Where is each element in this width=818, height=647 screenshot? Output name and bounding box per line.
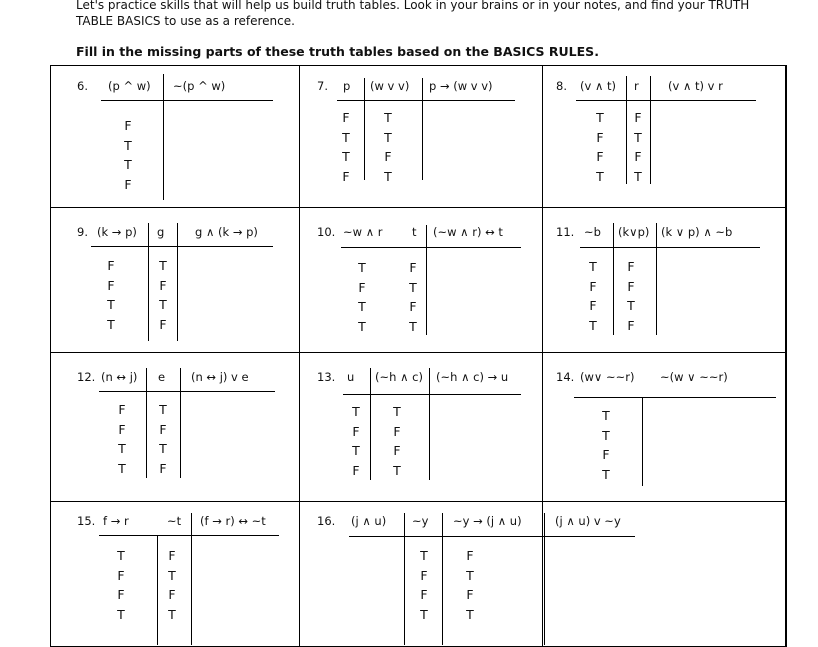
header-rule [580, 247, 760, 248]
truth-value: T [466, 606, 474, 622]
table-header: ~w ∧ r [343, 225, 383, 239]
truth-value: F [409, 260, 417, 275]
truth-value: F [342, 168, 350, 184]
table-header: (n ↔ j) v e [191, 370, 249, 384]
column-divider [370, 368, 371, 480]
truth-column [336, 108, 356, 186]
truth-value: T [159, 441, 167, 456]
table-header: p → (w v v) [429, 79, 493, 93]
truth-value: F [118, 421, 126, 437]
problem-10 [299, 207, 542, 352]
instruction-heading: Fill in the missing parts of these truth tables based on the BASICS RULES. [76, 44, 599, 59]
truth-value: T [589, 317, 597, 333]
truth-column [628, 108, 648, 186]
truth-value: F [596, 129, 604, 145]
table-header: (w∨ ~~r) [580, 370, 635, 384]
problem-7 [299, 66, 542, 207]
truth-value: T [602, 408, 610, 423]
truth-value: T [420, 606, 428, 622]
column-divider [426, 225, 427, 335]
truth-value: T [118, 460, 126, 476]
truth-value: F [634, 110, 642, 125]
truth-value: T [602, 466, 610, 482]
truth-column [346, 402, 366, 480]
truth-column [153, 400, 173, 478]
table-header: g ∧ (k → p) [195, 225, 258, 239]
truth-value: T [124, 157, 132, 172]
table-header: (k → p) [97, 225, 137, 239]
table-header: ~t [167, 514, 182, 528]
truth-value: T [168, 567, 176, 583]
table-header: r [634, 79, 639, 93]
truth-column [111, 546, 131, 624]
truth-value: F [159, 316, 167, 332]
column-divider [364, 78, 365, 180]
truth-value: F [168, 587, 176, 602]
header-rule [99, 391, 275, 392]
table-header: (w v v) [370, 79, 410, 93]
truth-value: F [393, 423, 401, 439]
table-header: (n ↔ j) [101, 370, 138, 384]
problem-number: 6. [77, 79, 88, 93]
truth-value: F [342, 110, 350, 125]
truth-value: F [466, 548, 474, 563]
table-header: f → r [103, 514, 129, 528]
truth-value: F [124, 176, 132, 192]
header-rule [341, 247, 521, 248]
truth-value: T [107, 297, 115, 312]
truth-column [378, 108, 398, 186]
truth-column [101, 256, 121, 334]
truth-value: F [124, 118, 132, 133]
truth-column [596, 406, 616, 484]
problem-number: 9. [77, 225, 88, 239]
problem-11 [542, 207, 785, 352]
truth-value: F [627, 259, 635, 274]
table-header: (v ∧ t) [580, 79, 617, 93]
problem-number: 15. [77, 514, 96, 528]
truth-value: T [466, 567, 474, 583]
truth-value: F [168, 548, 176, 563]
truth-value: T [117, 606, 125, 622]
table-header: (j ∧ u) v ~y [555, 514, 621, 528]
truth-value: F [118, 402, 126, 417]
problem-6 [51, 66, 299, 207]
problem-number: 14. [556, 370, 575, 384]
truth-value: T [596, 168, 604, 184]
table-header: (~h ∧ c) [375, 370, 423, 384]
truth-value: T [358, 318, 366, 334]
truth-value: F [409, 299, 417, 314]
column-divider [404, 513, 405, 645]
problem-12 [51, 352, 299, 501]
truth-value: T [352, 443, 360, 458]
truth-column [583, 257, 603, 335]
truth-value: F [117, 587, 125, 602]
table-header: ~(p ^ w) [173, 79, 226, 93]
truth-value: T [384, 110, 392, 125]
truth-column [352, 258, 372, 336]
truth-value: T [159, 402, 167, 417]
column-divider [656, 223, 657, 335]
column-divider [613, 223, 614, 335]
truth-value: T [393, 462, 401, 478]
header-rule [91, 246, 273, 247]
truth-value: T [384, 168, 392, 184]
truth-value: F [589, 278, 597, 294]
header-rule [574, 397, 776, 398]
column-divider [442, 513, 443, 645]
table-header: ~y → (j ∧ u) [453, 514, 522, 528]
problem-14 [542, 352, 785, 501]
column-divider [148, 223, 149, 341]
table-header: (p ^ w) [108, 79, 151, 93]
truth-value: T [118, 441, 126, 456]
truth-value: F [352, 462, 360, 478]
truth-column [112, 400, 132, 478]
column-divider [429, 368, 430, 480]
column-divider [422, 78, 423, 180]
truth-value: T [393, 404, 401, 419]
truth-value: F [634, 149, 642, 164]
truth-column [118, 116, 138, 194]
truth-value: T [384, 129, 392, 145]
truth-value: F [420, 587, 428, 602]
header-rule [349, 536, 635, 537]
problem-number: 7. [317, 79, 328, 93]
truth-value: F [107, 258, 115, 273]
truth-value: T [358, 260, 366, 275]
problem-15 [51, 501, 299, 646]
truth-value: T [409, 318, 417, 334]
truth-value: F [117, 567, 125, 583]
truth-value: F [420, 567, 428, 583]
header-rule [101, 100, 273, 101]
truth-value: T [352, 404, 360, 419]
table-header: (~w ∧ r) ↔ t [433, 225, 503, 239]
truth-value: T [124, 137, 132, 153]
truth-value: T [602, 427, 610, 443]
truth-value: T [107, 316, 115, 332]
table-header: g [157, 225, 165, 239]
truth-column [621, 257, 641, 335]
truth-value: T [159, 297, 167, 312]
table-header: (f → r) ↔ ~t [200, 514, 266, 528]
truth-value: F [159, 421, 167, 437]
column-divider [177, 223, 178, 341]
truth-value: F [393, 443, 401, 458]
truth-value: T [358, 299, 366, 314]
truth-value: F [107, 277, 115, 293]
column-divider [626, 76, 627, 184]
table-header: ~b [584, 225, 601, 239]
column-divider [191, 513, 192, 645]
table-header: ~y [412, 514, 429, 528]
table-header: ~(w ∨ ~~r) [660, 370, 728, 384]
table-header: (j ∧ u) [351, 514, 387, 528]
truth-value: F [352, 423, 360, 439]
column-divider [180, 368, 181, 478]
truth-value: T [342, 129, 350, 145]
table-header: p [343, 79, 351, 93]
table-header: (k ∨ p) ∧ ~b [661, 225, 733, 239]
truth-value: T [627, 298, 635, 313]
truth-column [460, 546, 480, 624]
problem-9 [51, 207, 299, 352]
truth-value: T [634, 168, 642, 184]
truth-value: F [627, 278, 635, 294]
table-header: (~h ∧ c) → u [436, 370, 509, 384]
header-rule [576, 100, 756, 101]
table-header: (k∨p) [618, 225, 650, 239]
problem-number: 8. [556, 79, 567, 93]
problem-16 [299, 501, 785, 646]
truth-value: T [634, 129, 642, 145]
problem-number: 13. [317, 370, 336, 384]
column-divider [544, 513, 545, 645]
header-rule [99, 535, 279, 536]
problem-13 [299, 352, 542, 501]
truth-value: F [358, 279, 366, 295]
truth-value: T [420, 548, 428, 563]
truth-value: F [466, 587, 474, 602]
table-header: u [347, 370, 355, 384]
truth-column [403, 258, 423, 336]
truth-column [162, 546, 182, 624]
table-header: (v ∧ t) v r [668, 79, 723, 93]
truth-value: F [384, 149, 392, 164]
truth-value: T [589, 259, 597, 274]
intro-text: Let's practice skills that will help us build truth tables. Look in your brains or in your notes, and find your TRUTH TABLE BASICS to use as a reference. [76, 0, 750, 28]
truth-value: T [117, 548, 125, 563]
truth-value: T [342, 149, 350, 164]
truth-value: F [596, 149, 604, 164]
column-divider [146, 368, 147, 478]
truth-value: T [409, 279, 417, 295]
truth-value: T [596, 110, 604, 125]
column-divider [642, 397, 643, 486]
truth-value: T [159, 258, 167, 273]
worksheet-grid [50, 65, 787, 647]
truth-value: F [159, 277, 167, 293]
problem-number: 16. [317, 514, 336, 528]
problem-8 [542, 66, 785, 207]
table-header: e [158, 370, 166, 384]
problem-number: 10. [317, 225, 336, 239]
truth-column [590, 108, 610, 186]
truth-column [387, 402, 407, 480]
truth-value: F [627, 317, 635, 333]
truth-value: F [159, 460, 167, 476]
column-divider [163, 74, 164, 200]
problem-number: 11. [556, 225, 575, 239]
problem-number: 12. [77, 370, 96, 384]
column-divider [157, 535, 158, 645]
truth-value: T [168, 606, 176, 622]
truth-column [414, 546, 434, 624]
truth-column [153, 256, 173, 334]
truth-value: F [602, 447, 610, 462]
table-header: t [412, 225, 417, 239]
truth-value: F [589, 298, 597, 313]
column-divider [650, 76, 651, 184]
